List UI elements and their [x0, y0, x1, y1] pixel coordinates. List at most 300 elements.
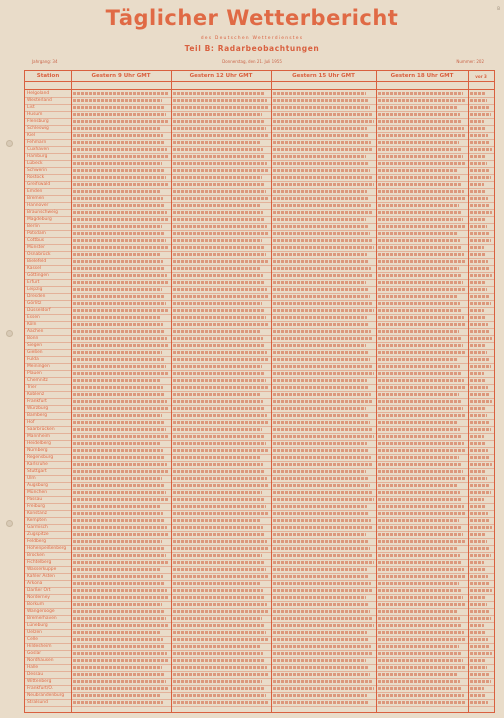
observation-cells — [273, 491, 372, 495]
observation-cells — [378, 680, 460, 684]
station-name: Fichtelberg — [27, 560, 52, 565]
observation-cells — [173, 302, 262, 306]
period-12-header: Gestern 12 Uhr GMT — [189, 73, 253, 79]
observation-cells — [470, 295, 489, 299]
observation-cells — [378, 274, 461, 278]
observation-cells — [378, 638, 466, 642]
observation-cells — [73, 127, 161, 131]
observation-cells — [273, 645, 371, 649]
observation-cells — [273, 316, 367, 320]
station-name: Fehmarn — [27, 140, 47, 145]
observation-cells — [470, 435, 484, 439]
observation-cells — [470, 582, 490, 586]
observation-cells — [378, 218, 463, 222]
observation-cells — [470, 624, 484, 628]
observation-cells — [73, 582, 165, 586]
observation-cells — [173, 253, 266, 257]
observation-cells — [470, 666, 487, 670]
observation-cells — [378, 407, 463, 411]
period-18-header: Gestern 18 Uhr GMT — [390, 73, 454, 79]
station-name: Cottbus — [27, 238, 45, 243]
station-name: Düsseldorf — [27, 308, 51, 313]
observation-cells — [470, 687, 484, 691]
station-name: Nürnberg — [27, 448, 48, 453]
observation-cells — [470, 99, 487, 103]
observation-cells — [470, 498, 484, 502]
observation-cells — [173, 218, 265, 222]
observation-cells — [173, 281, 265, 285]
observation-cells — [73, 442, 161, 446]
observation-cells — [173, 596, 265, 600]
observation-cells — [378, 113, 460, 117]
observation-cells — [173, 183, 264, 187]
station-name: Feldberg — [27, 539, 46, 544]
observation-cells — [73, 400, 167, 404]
observation-cells — [470, 92, 485, 96]
report-part: Teil B: Radarbeobachtungen — [184, 44, 320, 53]
observation-cells — [273, 197, 369, 201]
station-name: Hannover — [27, 203, 49, 208]
observation-cells — [273, 337, 373, 341]
observation-cells — [173, 141, 261, 145]
observation-cells — [173, 680, 262, 684]
observation-cells — [470, 680, 491, 684]
observation-cells — [378, 288, 465, 292]
corner-mark: B — [497, 6, 500, 11]
observation-cells — [273, 603, 368, 607]
observation-cells — [273, 365, 372, 369]
observation-cells — [173, 666, 267, 670]
observation-cells — [378, 561, 462, 565]
observation-cells — [378, 267, 459, 271]
station-name: Frankfurt/O. — [27, 686, 54, 691]
observation-cells — [73, 477, 162, 481]
station-name: Gießen — [27, 350, 43, 355]
volume-label: Jahrgang: 34 — [32, 59, 58, 64]
observation-cells — [173, 162, 267, 166]
observation-cells — [273, 512, 369, 516]
observation-cells — [378, 421, 458, 425]
observation-cells — [273, 449, 369, 453]
station-name: Nordhausen — [27, 658, 54, 663]
observation-cells — [73, 463, 167, 467]
observation-cells — [378, 533, 463, 537]
observation-cells — [378, 456, 459, 460]
observation-cells — [73, 547, 164, 551]
observation-cells — [73, 316, 161, 320]
station-name: Kempten — [27, 518, 47, 523]
observation-cells — [173, 687, 264, 691]
station-name: Magdeburg — [27, 217, 52, 222]
observation-cells — [73, 211, 167, 215]
observation-cells — [73, 631, 161, 635]
observation-cells — [73, 505, 161, 509]
observation-cells — [470, 540, 487, 544]
observation-cells — [173, 288, 267, 292]
station-name: Stralsund — [27, 700, 48, 705]
observation-cells — [470, 456, 490, 460]
observation-cells — [73, 281, 169, 285]
observation-cells — [378, 148, 461, 152]
observation-cells — [470, 134, 488, 138]
observation-cells — [378, 295, 458, 299]
observation-cells — [378, 127, 464, 131]
observation-cells — [378, 344, 463, 348]
observation-cells — [73, 435, 168, 439]
station-name: Plauen — [27, 371, 42, 376]
observation-cells — [173, 148, 263, 152]
observation-cells — [378, 589, 461, 593]
observation-cells — [470, 407, 485, 411]
observation-cells — [470, 337, 492, 341]
observation-cells — [470, 225, 487, 229]
station-name: Dessau — [27, 672, 44, 677]
station-name: Husum — [27, 112, 43, 117]
observation-cells — [470, 547, 489, 551]
observation-cells — [378, 596, 463, 600]
observation-cells — [378, 281, 463, 285]
observation-cells — [173, 330, 261, 334]
observation-cells — [273, 162, 368, 166]
observation-cells — [273, 309, 374, 313]
observation-cells — [470, 141, 490, 145]
punch-hole — [6, 330, 13, 337]
observation-cells — [378, 106, 458, 110]
observation-cells — [470, 197, 488, 201]
observation-cells — [378, 330, 459, 334]
observation-cells — [273, 218, 366, 222]
observation-cells — [273, 253, 367, 257]
observation-cells — [173, 176, 262, 180]
observation-cells — [73, 323, 163, 327]
observation-cells — [470, 463, 492, 467]
observation-cells — [470, 316, 486, 320]
station-name: Brocken — [27, 553, 45, 558]
observation-cells — [378, 554, 460, 558]
observation-cells — [273, 330, 371, 334]
observation-cells — [470, 568, 486, 572]
observation-cells — [378, 603, 465, 607]
observation-cells — [73, 218, 169, 222]
observation-cells — [378, 232, 458, 236]
issue-number: Nummer: 202 — [456, 59, 484, 64]
observation-cells — [378, 617, 460, 621]
station-name: Berlin — [27, 224, 40, 229]
observation-cells — [273, 302, 372, 306]
observation-cells — [470, 169, 489, 173]
observation-cells — [470, 190, 486, 194]
station-name: Erfurt — [27, 280, 40, 285]
station-name: Uelzen — [27, 630, 42, 635]
station-name: Bielefeld — [27, 259, 47, 264]
observation-cells — [73, 526, 167, 530]
station-name: Essen — [27, 315, 40, 320]
period-15-header: Gestern 15 Uhr GMT — [292, 73, 355, 79]
observation-cells — [173, 323, 268, 327]
observation-cells — [73, 337, 167, 341]
observation-cells — [273, 519, 371, 523]
observation-cells — [470, 239, 491, 243]
observation-cells — [273, 204, 371, 208]
observation-cells — [73, 190, 161, 194]
observation-cells — [470, 645, 490, 649]
station-name: Münster — [27, 245, 45, 250]
observation-cells — [378, 211, 461, 215]
observation-cells — [173, 351, 267, 355]
observation-cells — [378, 323, 466, 327]
observation-cells — [470, 596, 485, 600]
observation-cells — [378, 141, 459, 145]
observation-cells — [378, 463, 461, 467]
observation-cells — [273, 547, 370, 551]
observation-cells — [470, 281, 485, 285]
observation-cells — [73, 561, 168, 565]
observation-cells — [73, 449, 163, 453]
observation-cells — [173, 589, 263, 593]
observation-cells — [378, 519, 459, 523]
observation-cells — [173, 652, 263, 656]
observation-cells — [73, 344, 169, 348]
observation-cells — [378, 92, 463, 96]
observation-cells — [73, 379, 161, 383]
observation-cells — [73, 519, 165, 523]
observation-cells — [73, 232, 164, 236]
observation-cells — [173, 659, 265, 663]
observation-cells — [73, 302, 166, 306]
observation-cells — [378, 610, 458, 614]
station-name: Hof — [27, 420, 35, 425]
observation-cells — [470, 253, 486, 257]
observation-cells — [378, 701, 466, 705]
observation-cells — [470, 218, 485, 222]
observation-cells — [378, 260, 466, 264]
station-name: Bremen — [27, 196, 45, 201]
station-name: Frankfurt — [27, 399, 47, 404]
observation-cells — [273, 281, 366, 285]
observation-cells — [273, 379, 367, 383]
observation-cells — [470, 414, 487, 418]
observation-cells — [173, 428, 262, 432]
observation-cells — [378, 358, 458, 362]
station-name: Darßer Ort — [27, 588, 51, 593]
station-name: Dresden — [27, 294, 46, 299]
observation-cells — [273, 225, 368, 229]
observation-cells — [470, 274, 492, 278]
table-row — [25, 699, 494, 707]
observation-cells — [378, 365, 460, 369]
observation-cells — [273, 505, 367, 509]
station-name: Flensburg — [27, 119, 49, 124]
observation-cells — [173, 204, 261, 208]
observation-cells — [470, 113, 491, 117]
observation-cells — [378, 491, 460, 495]
observation-cells — [173, 491, 262, 495]
observation-cells — [73, 610, 164, 614]
station-header: Station — [36, 73, 60, 79]
observation-cells — [73, 652, 167, 656]
observation-cells — [73, 498, 168, 502]
station-rows — [25, 90, 494, 712]
station-name: Wasserkuppe — [27, 567, 57, 572]
observation-cells — [73, 645, 165, 649]
observation-cells — [73, 666, 162, 670]
observation-cells — [470, 260, 488, 264]
observation-cells — [470, 512, 488, 516]
report-subtitle: des Deutschen Wetterdienstes — [200, 36, 304, 41]
station-name: Fulda — [27, 357, 39, 362]
observation-cells — [470, 400, 492, 404]
station-name: Siegen — [27, 343, 42, 348]
observation-cells — [273, 134, 369, 138]
observation-cells — [378, 652, 461, 656]
observation-cells — [378, 526, 461, 530]
observation-cells — [470, 659, 485, 663]
observation-cells — [173, 547, 269, 551]
observation-cells — [173, 344, 265, 348]
observation-cells — [273, 169, 370, 173]
observation-cells — [173, 169, 269, 173]
observation-cells — [470, 575, 488, 579]
observation-cells — [378, 505, 464, 509]
observation-cells — [470, 589, 492, 593]
observation-cells — [470, 421, 489, 425]
observation-cells — [470, 302, 491, 306]
observation-cells — [273, 92, 366, 96]
observation-cells — [273, 372, 374, 376]
observation-cells — [273, 575, 369, 579]
observation-cells — [73, 624, 168, 628]
observation-cells — [73, 288, 162, 292]
station-name: Potsdam — [27, 231, 46, 236]
observation-cells — [378, 372, 462, 376]
station-name: Rostock — [27, 175, 45, 180]
observation-cells — [470, 428, 491, 432]
observation-cells — [173, 435, 264, 439]
station-name: Aachen — [27, 329, 44, 334]
observation-cells — [273, 610, 370, 614]
observation-cells — [273, 190, 367, 194]
observation-cells — [273, 99, 368, 103]
observation-cells — [273, 477, 368, 481]
observation-cells — [470, 155, 485, 159]
observation-cells — [273, 484, 370, 488]
observation-cells — [173, 512, 268, 516]
observation-cells — [73, 169, 164, 173]
observation-cells — [173, 414, 267, 418]
observation-cells — [470, 323, 488, 327]
observation-cells — [378, 351, 465, 355]
observation-cells — [73, 603, 162, 607]
observation-cells — [173, 505, 266, 509]
observation-table — [24, 70, 495, 713]
observation-cells — [73, 694, 161, 698]
station-name: Köln — [27, 322, 37, 327]
observation-cells — [378, 400, 461, 404]
observation-cells — [173, 484, 269, 488]
observation-cells — [470, 127, 486, 131]
station-name: Karlsruhe — [27, 462, 48, 467]
observation-cells — [73, 365, 166, 369]
observation-cells — [273, 701, 369, 705]
observation-cells — [273, 638, 369, 642]
observation-cells — [273, 260, 369, 264]
observation-cells — [273, 106, 370, 110]
station-name: Greifswald — [27, 182, 51, 187]
observation-cells — [73, 260, 163, 264]
observation-cells — [470, 183, 484, 187]
observation-cells — [470, 638, 488, 642]
observation-cells — [470, 631, 486, 635]
observation-cells — [470, 386, 488, 390]
observation-cells — [73, 246, 168, 250]
observation-cells — [73, 701, 163, 705]
observation-cells — [73, 225, 162, 229]
station-name: Ulm — [27, 476, 36, 481]
observation-cells — [378, 99, 465, 103]
observation-cells — [378, 197, 466, 201]
observation-cells — [378, 582, 459, 586]
observation-cells — [273, 239, 372, 243]
observation-cells — [73, 92, 169, 96]
observation-cells — [173, 309, 264, 313]
observation-cells — [173, 568, 266, 572]
observation-cells — [470, 694, 486, 698]
observation-cells — [378, 204, 459, 208]
observation-cells — [273, 141, 371, 145]
observation-cells — [273, 596, 366, 600]
observation-cells — [378, 540, 465, 544]
observation-cells — [378, 379, 464, 383]
observation-cells — [470, 162, 487, 166]
observation-cells — [173, 127, 266, 131]
observation-cells — [378, 631, 464, 635]
observation-cells — [73, 533, 169, 537]
observation-cells — [378, 337, 461, 341]
observation-cells — [173, 295, 269, 299]
observation-cells — [378, 659, 463, 663]
observation-cells — [378, 386, 466, 390]
observation-cells — [273, 631, 367, 635]
observation-cells — [73, 617, 166, 621]
observation-cells — [378, 442, 464, 446]
observation-cells — [273, 463, 373, 467]
observation-cells — [173, 519, 261, 523]
station-name: Schwerin — [27, 168, 48, 173]
observation-cells — [470, 176, 491, 180]
observation-cells — [470, 519, 490, 523]
station-name: Lübeck — [27, 161, 43, 166]
observation-cells — [273, 561, 374, 565]
station-name: Braunschweig — [27, 210, 58, 215]
station-name: Hildesheim — [27, 644, 52, 649]
observation-cells — [378, 435, 462, 439]
observation-cells — [73, 162, 162, 166]
station-name: Konstanz — [27, 511, 47, 516]
observation-cells — [173, 533, 265, 537]
observation-cells — [73, 512, 163, 516]
observation-cells — [73, 309, 168, 313]
station-name: Mannheim — [27, 434, 51, 439]
observation-cells — [273, 680, 372, 684]
observation-cells — [378, 176, 460, 180]
station-name: Celle — [27, 637, 38, 642]
observation-cells — [173, 134, 268, 138]
observation-cells — [378, 120, 462, 124]
station-name: Lüneburg — [27, 623, 48, 628]
observation-cells — [273, 393, 371, 397]
observation-cells — [470, 470, 485, 474]
observation-cells — [73, 141, 165, 145]
